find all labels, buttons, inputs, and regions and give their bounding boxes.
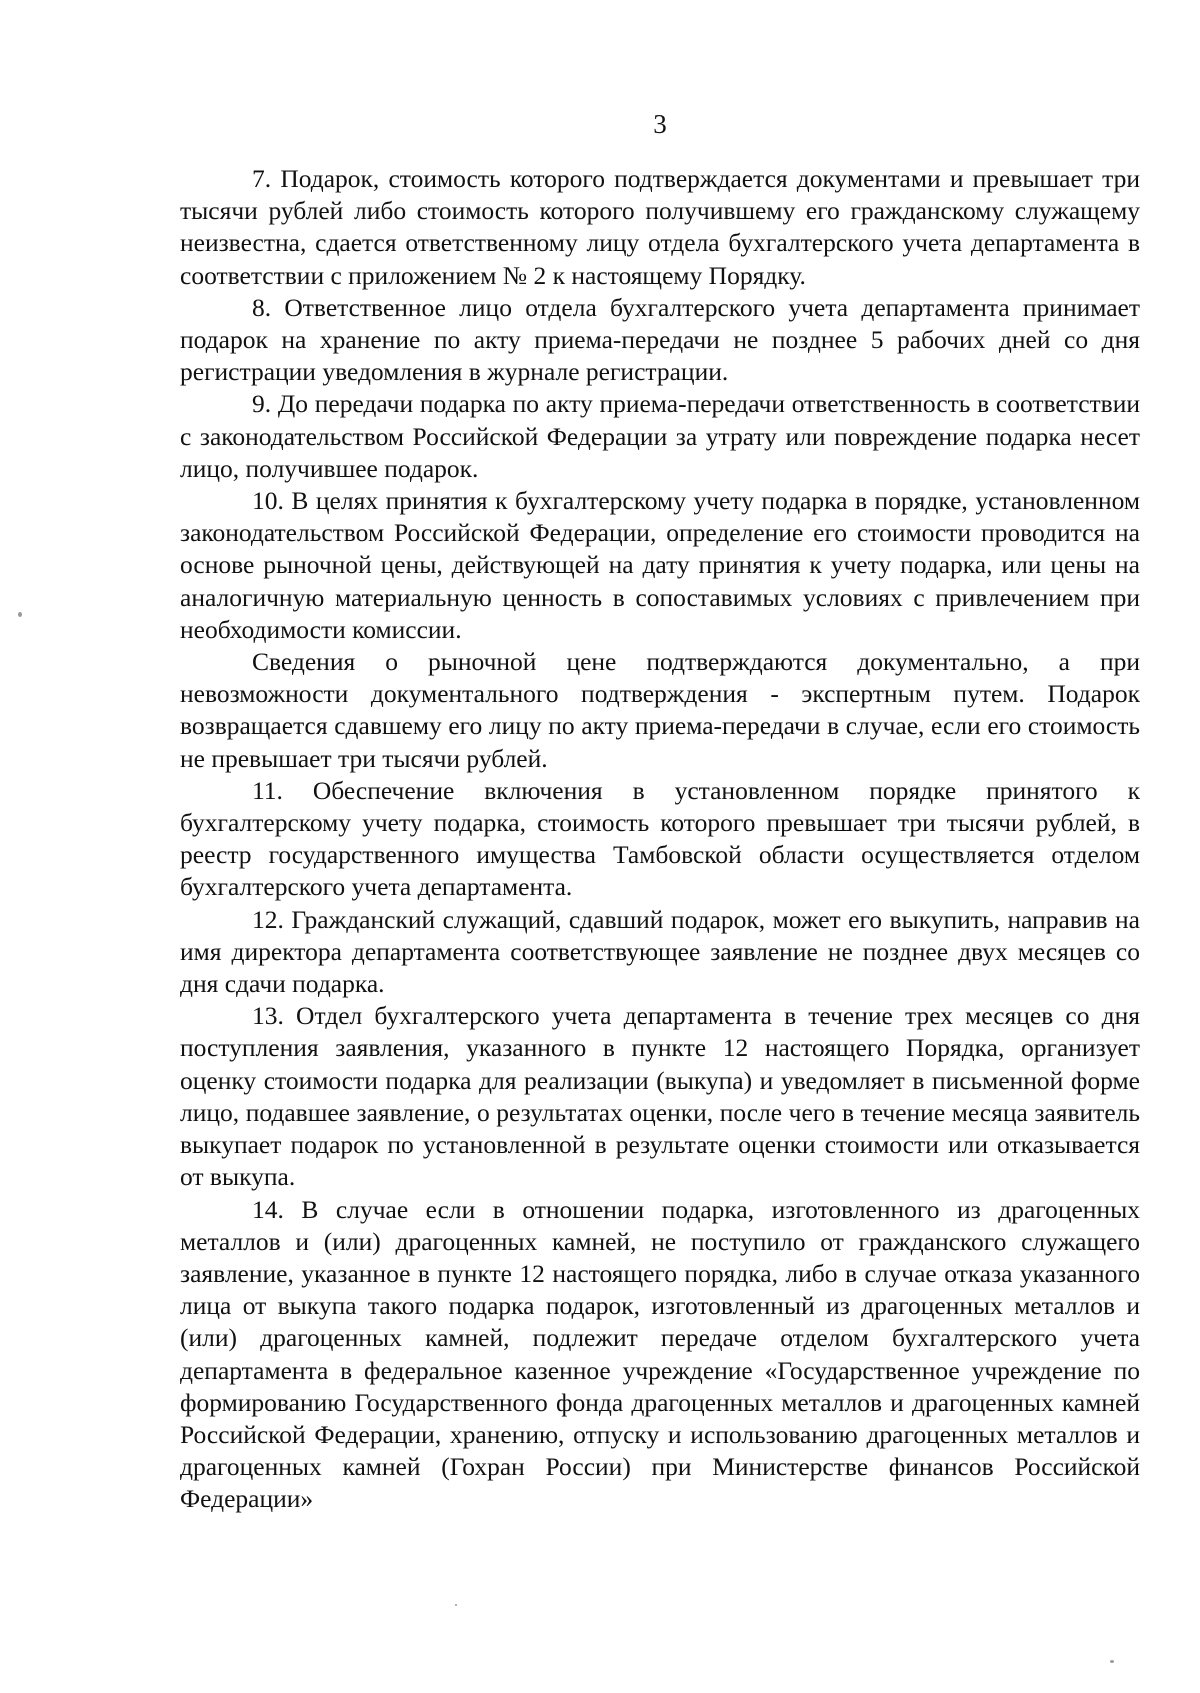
paragraph-11: 11. Обеспечение включения в установленном порядке принятого к бухгалтерскому учету подарка, стоимость которого превышает три тысячи рублей, в реестр государственного имущества Тамбовской области осуществляется отделом бухгалтерского учета департамента. <box>180 775 1140 902</box>
scan-speck <box>1110 1660 1114 1663</box>
paragraph-10: 10. В целях принятия к бухгалтерскому учету подарка в порядке, установленном законодательством Российской Федерации, определение его стоимости проводится на основе рыночной цены, действующей на дату принятия к учету подарка, или цены на аналогичную материальную ценность в сопоставимых условиях с привлечением при необходимости комиссии. <box>180 486 1140 644</box>
paragraph-9: 9. До передачи подарка по акту приема-передачи ответственность в соответствии с законодательством Российской Федерации за утрату или повреждение подарка несет лицо, получившее подарок. <box>180 389 1140 483</box>
paragraph-7: 7. Подарок, стоимость которого подтверждается документами и превышает три тысячи рублей либо стоимость которого получившему его гражданскому служащему неизвестна, сдается ответственному лицу отдела бухгалтерского учета департамента в соответствии с приложением № 2 к настоящему Порядку. <box>180 164 1140 290</box>
paragraph-14: 14. В случае если в отношении подарка, изготовленного из драгоценных металлов и (или) драгоценных камней, не поступило от гражданского служащего заявление, указанное в пункте 12 настоящего порядка, либо в случае отказа указанного лица от выкупа такого подарка подарок, изготовленный из драгоценных металлов и (или) драгоценных камней, подлежит передаче отделом бухгалтерского учета департамента в федеральное казенное учреждение «Государственное учреждение по формированию Государственного фонда драгоценных металлов и драгоценных камней Российской Федерации, хранению, отпуску и использованию драгоценных металлов и драгоценных камней (Гохран России) при Министерстве финансов Российской Федерации» <box>180 1194 1140 1514</box>
paragraph-13: 13. Отдел бухгалтерского учета департамента в течение трех месяцев со дня поступления заявления, указанного в пункте 12 настоящего Порядка, организует оценку стоимости подарка для реализации (выкупа) и уведомляет в письменной форме лицо, подавшее заявление, о результатах оценки, после чего в течение месяца заявитель выкупает подарок по установленной в результате оценки стоимости или отказывается от выкупа. <box>180 1001 1140 1192</box>
paragraph-12: 12. Гражданский служащий, сдавший подарок, может его выкупить, направив на имя директора департамента соответствующее заявление не позднее двух месяцев со дня сдачи подарка. <box>180 904 1140 999</box>
paragraph-8: 8. Ответственное лицо отдела бухгалтерского учета департамента принимает подарок на хранение по акту приема-передачи не позднее 5 рабочих дней со дня регистрации уведомления в журнале регистрации. <box>180 292 1140 387</box>
document-body <box>180 163 1140 1516</box>
paragraph-10-continued: Сведения о рыночной цене подтверждаются документально, а при невозможности документального подтверждения - экспертным путем. Подарок возвращается сдавшему его лицу по акту приема-передачи в случае, если его стоимость не превышает три тысячи рублей. <box>180 647 1140 773</box>
scan-speck <box>18 612 22 617</box>
page-number: 3 <box>653 109 667 139</box>
scan-speck <box>455 1604 457 1606</box>
